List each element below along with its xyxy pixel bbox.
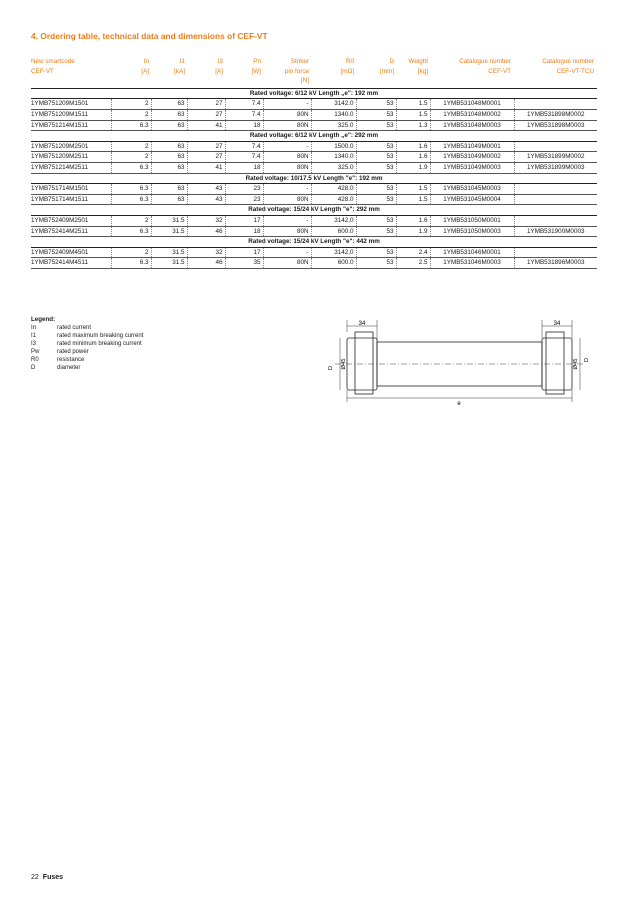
- column-header: [187, 57, 225, 88]
- group-label: Rated voltage: 6/12 kV Length „e": 192 mm: [31, 88, 597, 99]
- table-cell: 46: [187, 258, 225, 269]
- table-cell: 600.0: [311, 258, 356, 269]
- table-cell: 63: [151, 141, 187, 152]
- table-cell: 53: [356, 247, 396, 258]
- table-cell: 1340.0: [311, 109, 356, 120]
- table-row: [31, 247, 597, 258]
- legend-value: rated current: [57, 325, 92, 331]
- table-cell: 53: [356, 162, 396, 173]
- table-cell: 80N: [263, 194, 311, 205]
- table-row: [31, 226, 597, 237]
- table-cell: 1YMB752409M2501: [31, 215, 111, 226]
- column-header-line: [A]: [141, 67, 149, 75]
- table-row: [31, 141, 597, 152]
- column-header-line: I1: [179, 58, 185, 65]
- table-cell: 63: [151, 120, 187, 131]
- table-cell: 1YMB531049M0003: [430, 162, 514, 173]
- group-header-row: [31, 237, 597, 248]
- table-cell: 600.0: [311, 226, 356, 237]
- table-cell: 3142.0: [311, 247, 356, 258]
- dim-right-label: 34: [553, 321, 561, 327]
- table-cell: 63: [151, 152, 187, 163]
- table-cell: 1YMB531048M0001: [430, 99, 514, 110]
- table-row: [31, 152, 597, 163]
- table-cell: 32: [187, 247, 225, 258]
- column-header: [151, 57, 187, 88]
- column-header-line: [mΩ]: [340, 67, 354, 75]
- table-cell: [514, 194, 597, 205]
- length-e-label: e: [457, 401, 461, 407]
- table-cell: 1.5: [396, 184, 430, 195]
- table-cell: 80N: [263, 226, 311, 237]
- table-cell: 1YMB531049M0001: [430, 141, 514, 152]
- table-cell: 6.3: [111, 194, 151, 205]
- table-cell: 17: [225, 247, 263, 258]
- table-cell: 53: [356, 152, 396, 163]
- column-header: [311, 57, 356, 88]
- table-cell: 27: [187, 141, 225, 152]
- table-cell: 1YMB751209M2501: [31, 141, 111, 152]
- table-cell: [514, 99, 597, 110]
- table-cell: 1YMB531900M0003: [514, 226, 597, 237]
- table-cell: 325.0: [311, 162, 356, 173]
- legend-key: Pw: [31, 349, 40, 355]
- legend-item: [31, 340, 143, 348]
- table-cell: 1YMB531048M0002: [430, 109, 514, 120]
- group-header-row: [31, 205, 597, 216]
- table-cell: 63: [151, 162, 187, 173]
- column-header: [356, 57, 396, 88]
- group-label: Rated voltage: 6/12 kV Length „e": 292 mm: [31, 131, 597, 142]
- table-cell: 41: [187, 120, 225, 131]
- table-cell: 53: [356, 194, 396, 205]
- table-cell: 1.9: [396, 162, 430, 173]
- legend-title: Legend:: [31, 316, 56, 323]
- legend: [31, 316, 143, 372]
- column-header-line: I3: [217, 58, 223, 65]
- table-cell: 1YMB751209M1501: [31, 99, 111, 110]
- legend-key: D: [31, 365, 36, 371]
- dim-left-label: 34: [358, 321, 366, 327]
- table-cell: 43: [187, 184, 225, 195]
- table-cell: 1YMB531899M0003: [514, 162, 597, 173]
- table-cell: -: [263, 99, 311, 110]
- table-cell: 1.6: [396, 215, 430, 226]
- table-cell: 428.0: [311, 184, 356, 195]
- table-cell: 53: [356, 184, 396, 195]
- column-header: [31, 57, 111, 88]
- table-row: [31, 120, 597, 131]
- table-cell: 27: [187, 109, 225, 120]
- column-header-line: [W]: [251, 67, 261, 75]
- table-cell: 1YMB531045M0003: [430, 184, 514, 195]
- column-header-line: Catalogue number: [459, 58, 511, 65]
- table-cell: 18: [225, 226, 263, 237]
- table-cell: 1.5: [396, 194, 430, 205]
- right-cap-flange: [546, 332, 564, 394]
- column-header-line: Pn: [253, 58, 261, 65]
- table-cell: 32: [187, 215, 225, 226]
- table-cell: 2.5: [396, 258, 430, 269]
- group-label: Rated voltage: 15/24 kV Length "e": 442 mm: [31, 237, 597, 248]
- column-header-line: [kA]: [174, 67, 185, 75]
- table-cell: 1.5: [396, 109, 430, 120]
- table-cell: 1YMB531045M0004: [430, 194, 514, 205]
- table-cell: 80N: [263, 120, 311, 131]
- page-footer: [31, 874, 63, 881]
- group-header-row: [31, 88, 597, 99]
- table-cell: 1YMB531046M0003: [430, 258, 514, 269]
- table-cell: 2.4: [396, 247, 430, 258]
- table-cell: 2: [111, 215, 151, 226]
- legend-key: I3: [31, 341, 37, 347]
- table-cell: -: [263, 247, 311, 258]
- table-cell: 46: [187, 226, 225, 237]
- table-cell: 7.4: [225, 141, 263, 152]
- table-cell: 53: [356, 215, 396, 226]
- table-cell: 1YMB751209M1511: [31, 109, 111, 120]
- group-label: Rated voltage: 15/24 kV Length "e": 292 mm: [31, 205, 597, 216]
- column-header-line: CEF-VT: [31, 67, 54, 75]
- table-cell: 1YMB752409M4501: [31, 247, 111, 258]
- table-cell: 1.6: [396, 141, 430, 152]
- table-cell: 1.6: [396, 152, 430, 163]
- table-cell: 63: [151, 99, 187, 110]
- table-cell: 1.5: [396, 99, 430, 110]
- table-cell: 31.5: [151, 247, 187, 258]
- table-cell: 1.3: [396, 120, 430, 131]
- group-header-row: [31, 131, 597, 142]
- legend-key: R0: [31, 357, 39, 363]
- table-cell: 41: [187, 162, 225, 173]
- table-cell: 6.3: [111, 226, 151, 237]
- table-cell: 53: [356, 258, 396, 269]
- column-header-line: Striker: [290, 58, 309, 65]
- column-header-line: [A]: [215, 67, 223, 75]
- table-cell: -: [263, 215, 311, 226]
- column-header-line: New smartcode: [31, 58, 75, 65]
- table-cell: 2: [111, 247, 151, 258]
- column-header-line: In: [143, 58, 149, 65]
- table-cell: 63: [151, 194, 187, 205]
- table-cell: 1YMB531898M0003: [514, 120, 597, 131]
- table-cell: 325.0: [311, 120, 356, 131]
- table-cell: 53: [356, 141, 396, 152]
- table-cell: 53: [356, 226, 396, 237]
- column-header: [111, 57, 151, 88]
- legend-item: [31, 364, 143, 372]
- column-header-line: Catalogue number: [542, 58, 594, 65]
- table-row: [31, 162, 597, 173]
- table-cell: 27: [187, 99, 225, 110]
- table-cell: 6.3: [111, 184, 151, 195]
- table-cell: 1YMB751714M1501: [31, 184, 111, 195]
- left-cap-flange: [355, 332, 373, 394]
- table-cell: 1YMB752414M4511: [31, 258, 111, 269]
- table-cell: 31.5: [151, 226, 187, 237]
- table-cell: 1YMB752414M2511: [31, 226, 111, 237]
- table-cell: 1340.0: [311, 152, 356, 163]
- table-cell: 1.9: [396, 226, 430, 237]
- table-cell: 31.5: [151, 215, 187, 226]
- page-number: 22: [31, 874, 39, 881]
- column-header-line: CEF-VT: [488, 67, 511, 75]
- table-cell: 23: [225, 194, 263, 205]
- table-cell: 428.0: [311, 194, 356, 205]
- table-cell: 31.5: [151, 258, 187, 269]
- group-header-row: [31, 173, 597, 184]
- table-cell: 6.3: [111, 162, 151, 173]
- table-cell: 80N: [263, 258, 311, 269]
- column-header: [514, 57, 597, 88]
- legend-item: [31, 348, 143, 356]
- table-cell: [514, 215, 597, 226]
- column-header-line: D: [389, 58, 394, 65]
- fuse-dimension-drawing: [305, 318, 595, 408]
- table-row: [31, 215, 597, 226]
- table-cell: 1YMB751214M2511: [31, 162, 111, 173]
- column-header-line: CEF-VT-TCU: [556, 67, 594, 75]
- d-right-label: D: [584, 357, 590, 363]
- table-cell: 2: [111, 99, 151, 110]
- legend-key: In: [31, 325, 37, 331]
- page-title: 4. Ordering table, technical data and dimensions of CEF-VT: [31, 31, 268, 41]
- table-cell: 1YMB531050M0001: [430, 215, 514, 226]
- legend-item: [31, 332, 143, 340]
- table-cell: 1YMB531048M0003: [430, 120, 514, 131]
- table-row: [31, 109, 597, 120]
- table-cell: 1YMB531896M0003: [514, 258, 597, 269]
- table-cell: 63: [151, 184, 187, 195]
- column-header-line: [kg]: [417, 67, 428, 75]
- table-cell: 1YMB531899M0002: [514, 152, 597, 163]
- table-cell: 1YMB751209M2511: [31, 152, 111, 163]
- table-header-row: [31, 57, 597, 88]
- legend-value: rated minimum breaking current: [57, 341, 142, 347]
- table-cell: [514, 247, 597, 258]
- table-cell: 2: [111, 152, 151, 163]
- column-header-line: R0: [345, 58, 354, 65]
- table-cell: 7.4: [225, 152, 263, 163]
- footer-section: Fuses: [42, 874, 64, 881]
- legend-value: diameter: [57, 365, 81, 371]
- legend-key: I1: [31, 333, 37, 339]
- table-cell: [514, 184, 597, 195]
- table-cell: 53: [356, 99, 396, 110]
- table-cell: 18: [225, 162, 263, 173]
- table-cell: 17: [225, 215, 263, 226]
- table-row: [31, 184, 597, 195]
- column-header: [225, 57, 263, 88]
- column-header-line: Weight: [408, 58, 428, 65]
- table-cell: [514, 141, 597, 152]
- table-cell: 2: [111, 141, 151, 152]
- dia-left-label: Ø45: [341, 358, 347, 370]
- table-cell: 1YMB531898M0002: [514, 109, 597, 120]
- table-cell: -: [263, 141, 311, 152]
- table-row: [31, 99, 597, 110]
- legend-item: [31, 356, 143, 364]
- table-cell: 80N: [263, 162, 311, 173]
- table-cell: 1YMB751214M1511: [31, 120, 111, 131]
- table-cell: 63: [151, 109, 187, 120]
- table-cell: 43: [187, 194, 225, 205]
- table-cell: 7.4: [225, 109, 263, 120]
- ordering-table: [31, 57, 597, 269]
- table-cell: 53: [356, 120, 396, 131]
- column-header: [396, 57, 430, 88]
- table-cell: 2: [111, 109, 151, 120]
- table-cell: 18: [225, 120, 263, 131]
- table-cell: 6.3: [111, 258, 151, 269]
- table-cell: 80N: [263, 109, 311, 120]
- table-cell: 1500.0: [311, 141, 356, 152]
- table-cell: 27: [187, 152, 225, 163]
- table-cell: 7.4: [225, 99, 263, 110]
- table-cell: 35: [225, 258, 263, 269]
- legend-value: resistance: [57, 357, 85, 363]
- table-cell: 1YMB751714M1511: [31, 194, 111, 205]
- table-cell: 1YMB531046M0001: [430, 247, 514, 258]
- table-cell: -: [263, 184, 311, 195]
- dia-right-label: Ø45: [573, 358, 579, 370]
- table-cell: 3142.0: [311, 99, 356, 110]
- table-cell: 23: [225, 184, 263, 195]
- table-cell: 6.3: [111, 120, 151, 131]
- table-row: [31, 194, 597, 205]
- column-header-line: [mm]: [380, 67, 394, 75]
- legend-value: rated power: [57, 349, 89, 355]
- table-cell: 1YMB531050M0003: [430, 226, 514, 237]
- column-header-line: pin force: [284, 67, 309, 75]
- group-label: Rated voltage: 10/17.5 kV Length "e": 192 mm: [31, 173, 597, 184]
- column-header-line: [N]: [300, 77, 309, 85]
- column-header: [430, 57, 514, 88]
- table-cell: 53: [356, 109, 396, 120]
- table-cell: 3142.0: [311, 215, 356, 226]
- legend-value: rated maximum breaking current: [57, 333, 144, 339]
- d-left-label: D: [328, 365, 334, 371]
- legend-item: [31, 324, 143, 332]
- table-cell: 1YMB531049M0002: [430, 152, 514, 163]
- table-row: [31, 258, 597, 269]
- table-cell: 80N: [263, 152, 311, 163]
- column-header: [263, 57, 311, 88]
